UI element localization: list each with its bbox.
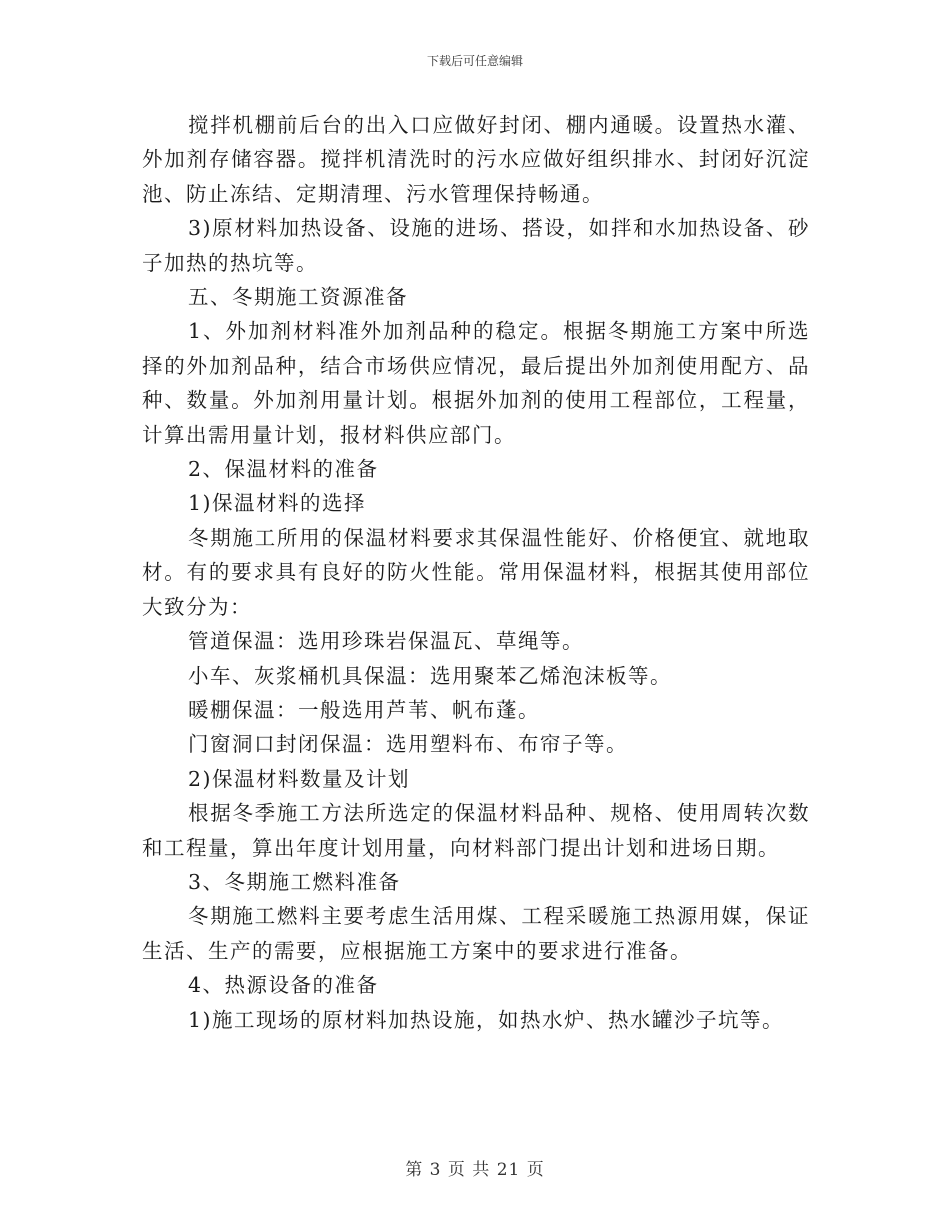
list-item: 门窗洞口封闭保温：选用塑料布、布帘子等。 [188,732,628,757]
subsection-heading: 3、冬期施工燃料准备 [188,869,401,894]
subsection-heading: 2、保温材料的准备 [188,457,379,482]
page-number-label: 第 3 页 共 21 页 [405,1160,545,1180]
paragraph: 冬期施工燃料主要考虑生活用煤、工程采暖施工热源用媒，保证生活、生产的需要，应根据施工方案中的要求进行准备。 [142,904,810,963]
page-header: 下载后可任意编辑 [426,54,523,68]
paragraph: 1)施工现场的原材料加热设施，如热水炉、热水罐沙子坑等。 [188,1007,785,1032]
subsection-heading: 4、热源设备的准备 [188,973,379,998]
paragraph: 1、外加剂材料准外加剂品种的稳定。根据冬期施工方案中所选择的外加剂品种，结合市场供应情况，最后提出外加剂使用配方、品种、数量。外加剂用量计划。根据外加剂的使用工程部位，工程量，计算出需用量计划，报材料供应部门。 [142,319,810,447]
list-item: 暖棚保温：一般选用芦苇、帆布蓬。 [188,697,540,722]
document-body [142,108,810,1037]
paragraph: 冬期施工所用的保温材料要求其保温性能好、价格便宜、就地取材。有的要求具有良好的防火性能。常用保温材料，根据其使用部位大致分为： [142,525,810,619]
paragraph: 搅拌机棚前后台的出入口应做好封闭、棚内通暖。设置热水灌、外加剂存储容器。搅拌机清洗时的污水应做好组织排水、封闭好沉淀池、防止冻结、定期清理、污水管理保持畅通。 [142,113,810,206]
paragraph: 3)原材料加热设备、设施的进场、搭设，如拌和水加热设备、砂子加热的热坑等。 [142,216,810,275]
page-footer [0,1155,950,1180]
section-heading: 五、冬期施工资源准备 [188,285,408,310]
subsection-heading: 2)保温材料数量及计划 [188,766,411,791]
list-item: 管道保温：选用珍珠岩保温瓦、草绳等。 [188,629,584,654]
subsection-heading: 1)保温材料的选择 [188,491,367,516]
list-item: 小车、灰浆桶机具保温：选用聚苯乙烯泡沫板等。 [188,663,672,688]
paragraph: 根据冬季施工方法所选定的保温材料品种、规格、使用周转次数和工程量，算出年度计划用量，向材料部门提出计划和进场日期。 [142,801,810,860]
